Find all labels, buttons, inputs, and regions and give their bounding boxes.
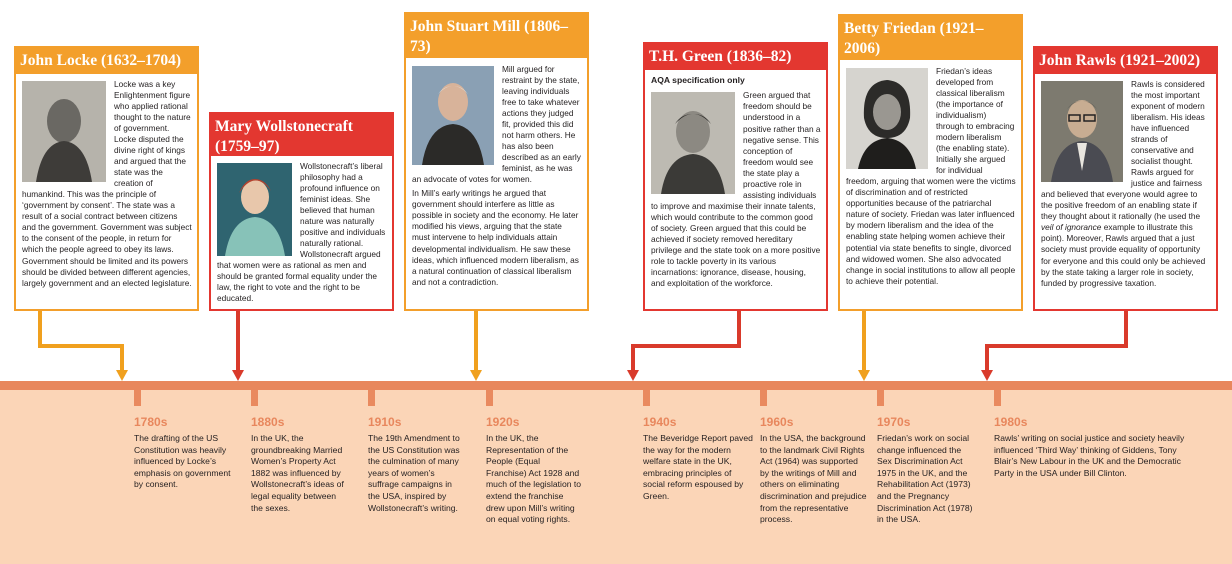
arrow-icon (116, 370, 128, 381)
card-mill (404, 12, 589, 311)
card-text (217, 161, 387, 304)
timeline-decade: 1980s (994, 415, 1028, 429)
card-wollstonecraft (209, 112, 394, 311)
card-text (651, 75, 821, 289)
card-subtitle: AQA specification only (651, 75, 745, 85)
card-emphasis: veil of ignorance (1041, 222, 1102, 233)
timeline-event: In the UK, the groundbreaking Married Women’s Property Act 1882 was influenced by Wollstonecraft’s ideas of legal equality between the sexes. (251, 433, 344, 513)
card-friedan (838, 14, 1023, 311)
timeline-axis (0, 381, 1232, 390)
connector-line (985, 344, 989, 370)
timeline-tick (760, 390, 767, 406)
card-text (412, 64, 582, 288)
arrow-icon (470, 370, 482, 381)
timeline-tick (877, 390, 884, 406)
timeline-event: The 19th Amendment to the US Constitution was the culmination of many years of women’s suffrage campaigns in the USA, inspired by Wollstonecraft’s writing. (368, 433, 460, 513)
connector-line (120, 344, 124, 370)
card-title: John Stuart Mill (1806–73) (404, 14, 589, 58)
timeline-decade: 1880s (251, 415, 285, 429)
timeline-tick (994, 390, 1001, 406)
card-title: T.H. Green (1836–82) (643, 44, 828, 70)
timeline-tick (134, 390, 141, 406)
portrait-image (217, 163, 292, 256)
card-text (846, 66, 1016, 287)
portrait-image (846, 68, 928, 169)
timeline-tick (368, 390, 375, 406)
connector-line (474, 310, 478, 370)
card-locke (14, 46, 199, 311)
timeline-decade: 1780s (134, 415, 168, 429)
arrow-icon (627, 370, 639, 381)
connector-line (236, 310, 240, 370)
connector-line (631, 344, 635, 370)
timeline-tick (643, 390, 650, 406)
card-paragraph: Locke was a key Enlightenment figure who applied rational thought to the nature of government. Locke disputed the divine right of kings and argued that the state was the creation of humankind. This was the principle of ‘government by consent’. The state was a result of a social contract between citizens and the government. Government was subject to the consent of the people, in return for which the people agreed to obey its laws. Government should be limited and its powers should be divided between different agencies, largely government and an elected legislature. (22, 79, 192, 288)
card-text (22, 79, 192, 289)
card-paragraph: Green argued that freedom should be understood in a positive rather than a negative sense. This conception of freedom would see the state play a proactive role in assisting individuals to improve and maximise their innate talents, which would contribute to the common good of society. Green argued that this could be achieved if society removed hereditary privilege and the state took on a more positive role to tackle poverty in its various incarnations: ignorance, disease, housing, and exploitation of the workforce. (651, 90, 821, 288)
arrow-icon (232, 370, 244, 381)
connector-line (38, 344, 124, 348)
timeline-event: Rawls’ writing on social justice and society heavily influenced ‘Third Way’ thinking of Giddens, Tony Blair’s New Labour in the UK and the Democratic Party in the USA under Bill Clinton. (994, 433, 1185, 478)
timeline-event: Friedan’s work on social change influenced the Sex Discrimination Act 1975 in the UK, and the Rehabilitation Act (1973) and the Pregnancy Discrimination Act (1978) in the USA. (877, 433, 973, 525)
connector-line (985, 344, 1128, 348)
arrow-icon (858, 370, 870, 381)
portrait-image (22, 81, 106, 182)
card-paragraph: In Mill’s early writings he argued that government should interfere as little as possible in society and the economy. He later modified his views, arguing that the state must intervene to help individuals attain developmental individualism. He saw these ideas, which influenced modern liberalism, as a natural continuation of classical liberalism and not a contradiction. (412, 188, 579, 287)
card-paragraph: example to illustrate this point). Moreover, Rawls argued that a just society must provide equality of opportunity for everyone and this could only be achieved by the state taking a larger role in society, funded by progressive taxation. (1041, 222, 1206, 288)
card-paragraph: Mill argued for restraint by the state, leaving individuals free to take whatever actions they judged fit, provided this did not harm others. He has also been described as an early feminist, as he was an advocate of votes for women. (412, 64, 581, 185)
connector-line (862, 310, 866, 370)
connector-line (737, 310, 741, 348)
timeline-decade: 1970s (877, 415, 911, 429)
portrait-image (1041, 81, 1123, 182)
timeline-decade: 1940s (643, 415, 677, 429)
timeline-tick (486, 390, 493, 406)
connector-line (631, 344, 741, 348)
connector-line (1124, 310, 1128, 348)
timeline-decade: 1960s (760, 415, 794, 429)
card-paragraph: Friedan’s ideas developed from classical liberalism (the importance of individualism) through to embracing modern liberalism (the enabling state). Initially she argued for individual freedom, arguing that women were the victims of discrimination and of restricted opportunities because of the patriarchal nature of society. Friedan was later influenced by modern liberalism and the idea of the enabling state helping women achieve their potential via state benefits to single, divorced and widowed women. She also advocated change in social institutions to allow all people to achieve their potential. (846, 66, 1016, 286)
portrait-image (651, 92, 735, 194)
card-title: Mary Wollstonecraft (1759–97) (209, 114, 394, 156)
card-green (643, 42, 828, 311)
card-text (1041, 79, 1211, 289)
arrow-icon (981, 370, 993, 381)
timeline-event: The drafting of the US Constitution was heavily influenced by Locke’s emphasis on government by consent. (134, 433, 231, 490)
card-rawls (1033, 46, 1218, 311)
card-paragraph: Rawls is considered the most important exponent of modern liberalism. His ideas have influenced strands of conservative and socialist thought. Rawls argued for justice and fairness and believed that everyone would agree to the positive freedom of an enabling state if they thought about it rationally (he used the (1041, 79, 1205, 222)
timeline-event: In the UK, the Representation of the People (Equal Franchise) Act 1928 and much of the legislation to extend the franchise drew upon Mill’s writing on equal voting rights. (486, 433, 582, 525)
portrait-image (412, 66, 494, 165)
timeline-event: In the USA, the background to the landmark Civil Rights Act (1964) was supported by the writings of Mill and others on eliminating discrimination and prejudice from the representative process. (760, 433, 867, 525)
card-paragraph: Wollstonecraft’s liberal philosophy had a profound influence on feminist ideas. She believed that human nature was naturally positive and individuals naturally rational. Wollstonecraft argued that women were as rational as men and should be granted formal equality under the law, the right to vote and the right to be educated. (217, 161, 386, 304)
card-title: John Locke (1632–1704) (14, 48, 199, 74)
timeline-decade: 1910s (368, 415, 402, 429)
card-title: John Rawls (1921–2002) (1033, 48, 1218, 74)
timeline-tick (251, 390, 258, 406)
card-title: Betty Friedan (1921–2006) (838, 16, 1023, 60)
connector-line (38, 310, 42, 348)
timeline-event: The Beveridge Report paved the way for the modern welfare state in the UK, embracing principles of social reform espoused by Green. (643, 433, 753, 501)
timeline-decade: 1920s (486, 415, 520, 429)
